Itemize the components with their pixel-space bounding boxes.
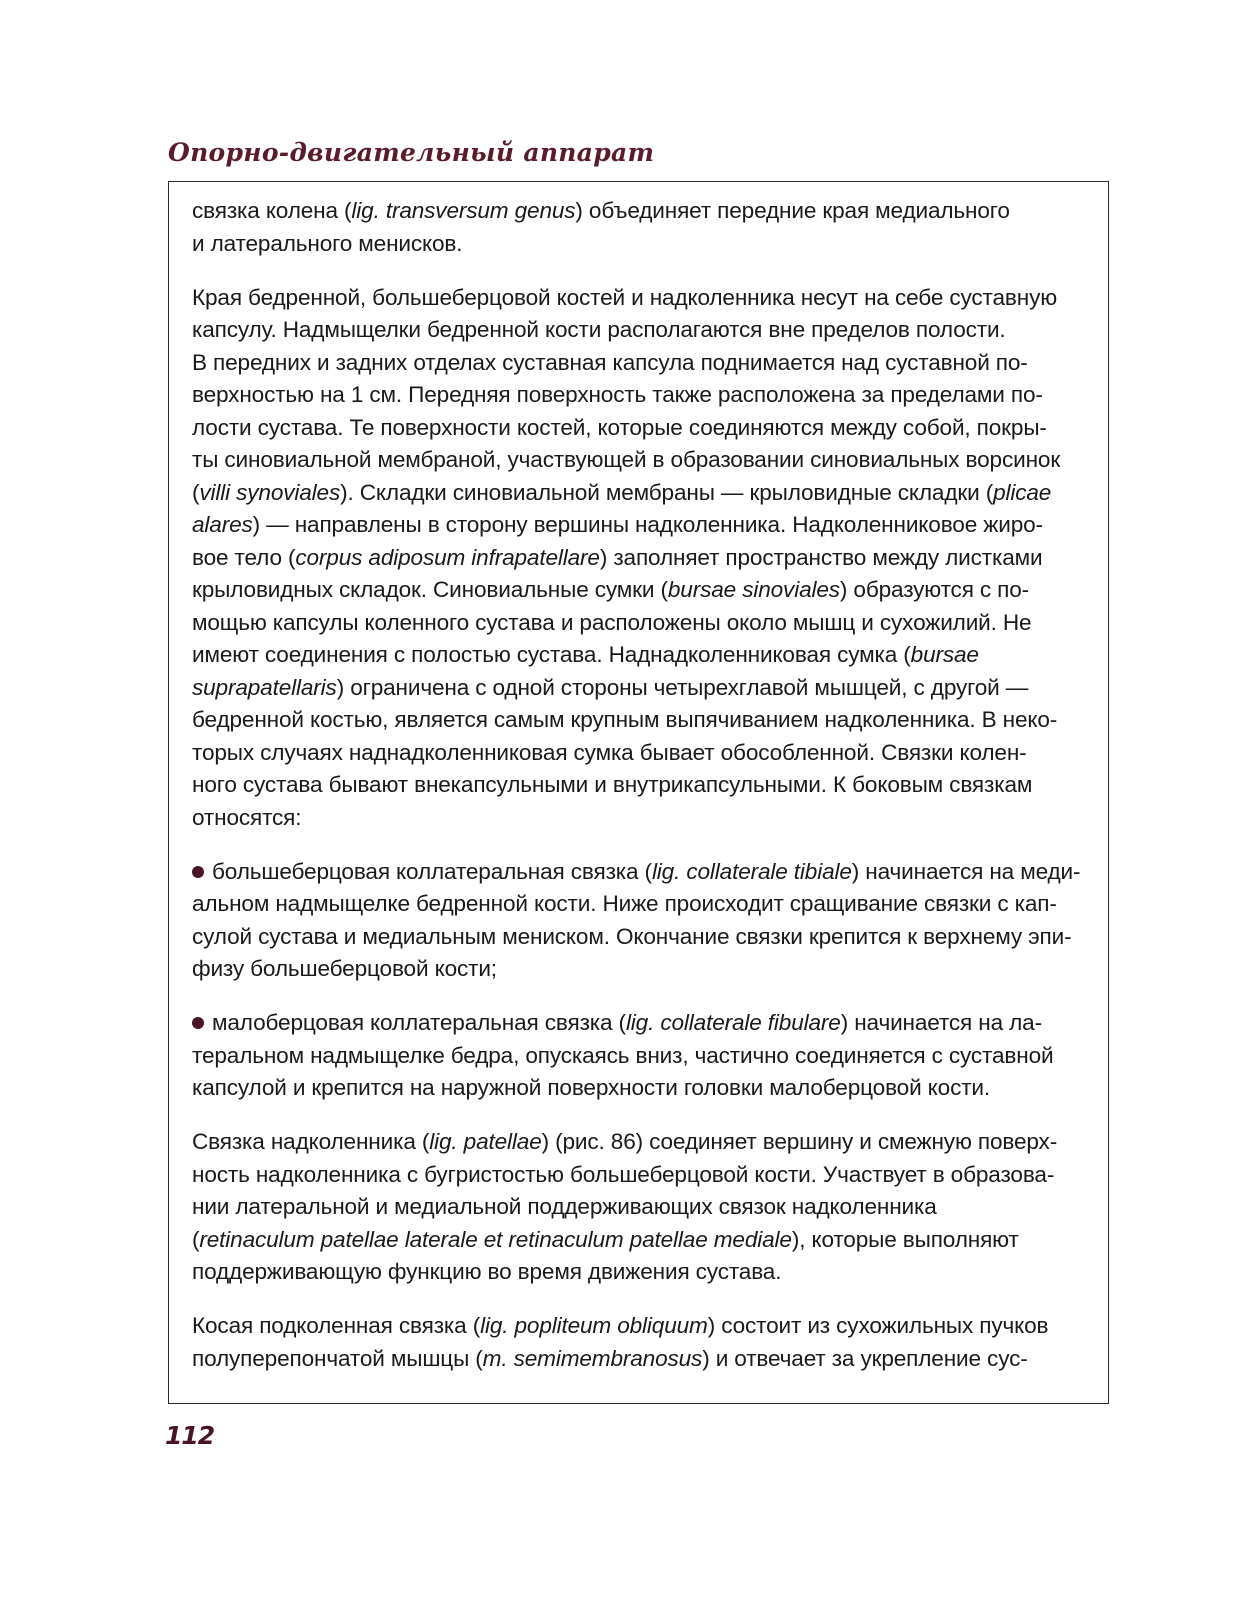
text-line (192, 888, 1092, 921)
text-line (192, 1040, 1092, 1073)
latin-term: lig. popliteum obliquum (480, 1313, 708, 1338)
text-run: Косая подколенная связка ( (192, 1313, 481, 1338)
text-run: ( (192, 1226, 200, 1252)
text-line (192, 769, 1092, 802)
text-run: ) начинается на меди- (851, 858, 1081, 884)
text-line (192, 574, 1092, 607)
text-line (192, 509, 1092, 542)
text-run: крыловидных складок. Синовиальные сумки ( (192, 577, 668, 602)
text-line (192, 1159, 1092, 1192)
text-run: большеберцовая коллатеральная связка ( (212, 858, 652, 884)
text-run: нии латеральной и медиальной поддерживающих связок надколенника (192, 1194, 937, 1219)
text-run: В передних и задних отделах суставная капсула поднимается над суставной по- (192, 349, 1028, 375)
text-run: ) — направлены в сторону вершины надколенника. Надколенниковое жиро- (252, 512, 1043, 537)
text-run: альном надмыщелке бедренной кости. Ниже происходит сращивание связки с кап- (192, 891, 1057, 916)
text-run: Края бедренной, большеберцовой костей и надколенника несут на себе суставную (192, 284, 1058, 310)
latin-term: suprapatellaris (192, 674, 337, 700)
latin-term: villi synoviales (199, 479, 341, 505)
text-line (192, 477, 1092, 510)
text-run: ) объединяет передние края медиального (575, 198, 1010, 223)
text-run: ) начинается на ла- (840, 1010, 1042, 1035)
text-line (192, 639, 1092, 672)
latin-term: bursae sinoviales (667, 577, 840, 602)
text-line (192, 1007, 1092, 1040)
text-run: теральном надмыщелке бедра, опускаясь вниз, частично соединяется с суставной (192, 1042, 1054, 1068)
text-run: ). Складки синовиальной мембраны — крыловидные складки ( (340, 479, 994, 505)
text-run: полуперепончатой мышцы ( (192, 1345, 483, 1371)
text-run: и латерального менисков. (192, 230, 463, 256)
latin-term: lig. collaterale fibulare (625, 1010, 841, 1035)
bullet-icon (192, 866, 204, 878)
text-run: верхностью на 1 см. Передняя поверхность также расположена за пределами по- (192, 382, 1043, 407)
text-line (192, 444, 1092, 477)
text-run: ) образуются с по- (839, 577, 1030, 602)
text-line (192, 412, 1092, 445)
text-line (192, 1343, 1092, 1376)
text-line (192, 542, 1092, 575)
paragraph (192, 1126, 1092, 1289)
text-run: ) (рис. 86) соединяет вершину и смежную поверх- (541, 1129, 1058, 1154)
text-line (192, 1191, 1092, 1224)
text-line (192, 228, 1092, 261)
latin-term: lig. collaterale tibiale (651, 858, 852, 884)
text-run: торых случаях наднадколенниковая сумка бывает обособленной. Связки колен- (192, 739, 1027, 765)
text-line (192, 672, 1092, 705)
body-text (192, 195, 1092, 1397)
text-run: физу большеберцовой кости; (192, 956, 497, 981)
bullet-item (192, 856, 1092, 986)
text-run: имеют соединения с полостью сустава. Наднадколенниковая сумка ( (192, 642, 911, 667)
text-run: ) состоит из сухожильных пучков (707, 1313, 1049, 1338)
text-line (192, 921, 1092, 954)
text-run: относятся: (192, 804, 302, 830)
latin-term: alares (192, 512, 253, 537)
text-line (192, 195, 1092, 228)
text-line (192, 1256, 1092, 1289)
text-run: ) заполняет пространство между листками (599, 544, 1043, 570)
paragraph (192, 1310, 1092, 1375)
text-line (192, 1310, 1092, 1343)
text-line (192, 802, 1092, 835)
text-line (192, 282, 1092, 315)
text-run: ), которые выполняют (791, 1226, 1019, 1252)
text-run: малоберцовая коллатеральная связка ( (212, 1010, 626, 1035)
text-run: сулой сустава и медиальным мениском. Окончание связки крепится к верхнему эпи- (192, 923, 1072, 949)
bullet-icon (192, 1017, 204, 1029)
text-run: ( (192, 479, 200, 505)
text-run: поддерживающую функцию во время движения сустава. (192, 1259, 782, 1284)
page-number: 112 (165, 1421, 215, 1450)
text-run: лости сустава. Те поверхности костей, которые соединяются между собой, покры- (192, 414, 1047, 440)
text-run: Связка надколенника ( (192, 1129, 430, 1154)
text-line (192, 379, 1092, 412)
text-run: ность надколенника с бугристостью большеберцовой кости. Участвует в образова- (192, 1161, 1055, 1187)
text-line (192, 704, 1092, 737)
text-line (192, 1224, 1092, 1257)
text-run: ного сустава бывают внекапсульными и внутрикапсульными. К боковым связкам (192, 772, 1033, 797)
running-title: Опорно-двигательный аппарат (168, 138, 655, 167)
latin-term: plicae (993, 479, 1052, 505)
text-run: мощью капсулы коленного сустава и расположены около мышц и сухожилий. Не (192, 609, 1032, 635)
text-line (192, 347, 1092, 380)
paragraph (192, 282, 1092, 835)
text-run: ты синовиальной мембраной, участвующей в образовании синовиальных ворсинок (192, 447, 1061, 472)
text-run: ) ограничена с одной стороны четырехглавой мышцей, с другой — (336, 674, 1029, 700)
text-line (192, 1072, 1092, 1105)
text-line (192, 1126, 1092, 1159)
bullet-item (192, 1007, 1092, 1105)
text-run: капсулой и крепится на наружной поверхности головки малоберцовой кости. (192, 1075, 991, 1100)
latin-term: lig. transversum genus (351, 198, 576, 223)
latin-term: bursae (910, 642, 979, 667)
latin-term: corpus adiposum infrapatellare (295, 544, 600, 570)
text-run: капсулу. Надмыщелки бедренной кости располагаются вне пределов полости. (192, 317, 1006, 342)
text-line (192, 607, 1092, 640)
latin-term: m. semimembranosus (482, 1345, 703, 1371)
text-run: вое тело ( (192, 544, 296, 570)
text-line (192, 737, 1092, 770)
text-run: связка колена ( (192, 198, 352, 223)
latin-term: lig. patellae (429, 1129, 542, 1154)
latin-term: retinaculum patellae laterale et retinaculum patellae mediale (199, 1226, 792, 1252)
text-line (192, 856, 1092, 889)
paragraph (192, 195, 1092, 260)
text-line (192, 314, 1092, 347)
text-run: ) и отвечает за укрепление сус- (702, 1345, 1028, 1371)
text-line (192, 953, 1092, 986)
text-run: бедренной костью, является самым крупным выпячиванием надколенника. В неко- (192, 707, 1058, 732)
